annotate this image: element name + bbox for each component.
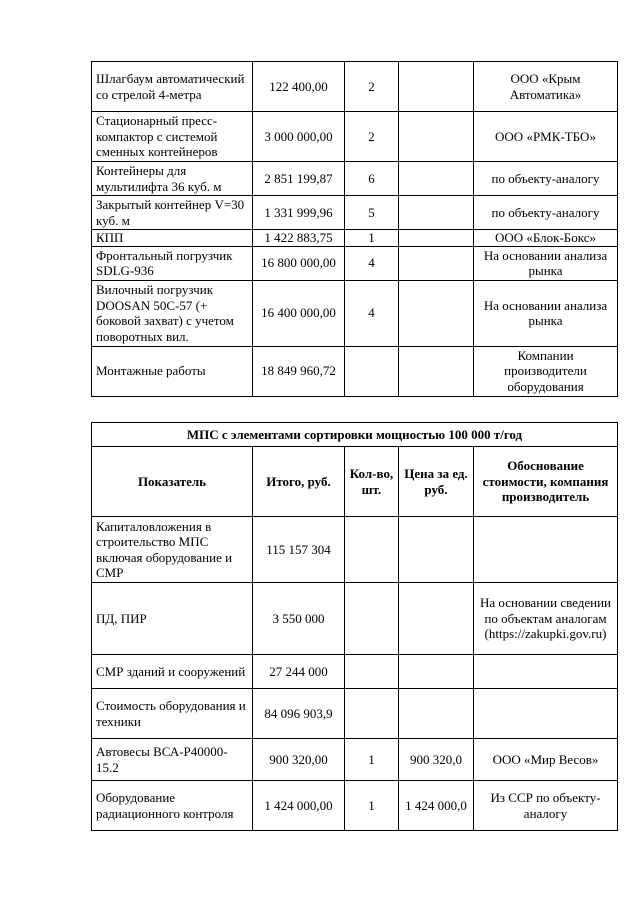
cell-qty: 4 [345, 246, 399, 280]
cell-qty: 1 [345, 230, 399, 247]
cell-unit-price [399, 162, 474, 196]
cell-qty [345, 346, 399, 396]
cell-unit-price: 900 320,0 [399, 739, 474, 781]
cell-name: Фронтальный погрузчик SDLG-936 [92, 246, 253, 280]
cell-name: Монтажные работы [92, 346, 253, 396]
cell-name: Стационарный пресс-компактор с системой сменных контейнеров [92, 112, 253, 162]
cell-name: Оборудование радиационного контроля [92, 781, 253, 831]
cell-unit-price [399, 62, 474, 112]
cell-unit-price [399, 230, 474, 247]
cell-name: Капиталовложения в строительство МПС включая оборудование и СМР [92, 517, 253, 583]
cell-qty: 2 [345, 62, 399, 112]
equipment-cost-table-body [92, 62, 618, 397]
table-row [92, 196, 618, 230]
cell-justification: ООО «Блок-Бокс» [474, 230, 618, 247]
cell-unit-price [399, 655, 474, 689]
cell-total: 3 000 000,00 [253, 112, 345, 162]
cell-total: 1 331 999,96 [253, 196, 345, 230]
header-qty: Кол-во, шт. [345, 447, 399, 517]
cell-qty [345, 689, 399, 739]
cell-justification: На основании анализа рынка [474, 280, 618, 346]
cell-qty: 1 [345, 739, 399, 781]
cell-name: ПД, ПИР [92, 583, 253, 655]
cell-justification: ООО «Крым Автоматика» [474, 62, 618, 112]
header-total: Итого, руб. [253, 447, 345, 517]
table-row [92, 739, 618, 781]
cell-name: КПП [92, 230, 253, 247]
table-row [92, 62, 618, 112]
cell-total: 27 244 000 [253, 655, 345, 689]
cell-unit-price [399, 280, 474, 346]
table-row [92, 583, 618, 655]
cell-total: 1 424 000,00 [253, 781, 345, 831]
cell-justification [474, 655, 618, 689]
table-row [92, 689, 618, 739]
table-row [92, 655, 618, 689]
cell-justification [474, 517, 618, 583]
cell-unit-price [399, 112, 474, 162]
cell-total: 84 096 903,9 [253, 689, 345, 739]
mps-cost-table [91, 422, 618, 831]
cell-unit-price [399, 583, 474, 655]
cell-justification: На основании анализа рынка [474, 246, 618, 280]
mps-cost-table-body [92, 517, 618, 831]
cell-justification [474, 689, 618, 739]
cell-name: Контейнеры для мультилифта 36 куб. м [92, 162, 253, 196]
cell-name: Закрытый контейнер V=30 куб. м [92, 196, 253, 230]
cell-total: 115 157 304 [253, 517, 345, 583]
cell-qty [345, 517, 399, 583]
cell-justification: Компании производители оборудования [474, 346, 618, 396]
cell-name: СМР зданий и сооружений [92, 655, 253, 689]
cell-total: 16 800 000,00 [253, 246, 345, 280]
cell-name: Шлагбаум автоматический со стрелой 4-метра [92, 62, 253, 112]
cell-total: 122 400,00 [253, 62, 345, 112]
cell-justification: Из ССР по объекту-аналогу [474, 781, 618, 831]
cell-total: 3 550 000 [253, 583, 345, 655]
cell-name: Стоимость оборудования и техники [92, 689, 253, 739]
cell-qty: 6 [345, 162, 399, 196]
equipment-cost-table [91, 61, 618, 397]
cell-total: 1 422 883,75 [253, 230, 345, 247]
cell-unit-price: 1 424 000,0 [399, 781, 474, 831]
cell-qty [345, 583, 399, 655]
cell-qty: 5 [345, 196, 399, 230]
table-row [92, 781, 618, 831]
cell-unit-price [399, 346, 474, 396]
cell-qty [345, 655, 399, 689]
cell-total: 900 320,00 [253, 739, 345, 781]
cell-qty: 2 [345, 112, 399, 162]
table-row [92, 112, 618, 162]
table-row [92, 246, 618, 280]
cell-justification: На основании сведении по объектам аналогам (https://zakupki.gov.ru) [474, 583, 618, 655]
table-row [92, 230, 618, 247]
header-justification: Обоснование стоимости, компания производитель [474, 447, 618, 517]
cell-justification: по объекту-аналогу [474, 196, 618, 230]
cell-total: 16 400 000,00 [253, 280, 345, 346]
cell-qty: 4 [345, 280, 399, 346]
table-title: МПС с элементами сортировки мощностью 100 000 т/год [92, 423, 618, 447]
cell-justification: ООО «Мир Весов» [474, 739, 618, 781]
cell-justification: по объекту-аналогу [474, 162, 618, 196]
table-row [92, 162, 618, 196]
cell-unit-price [399, 689, 474, 739]
table-row [92, 517, 618, 583]
cell-unit-price [399, 196, 474, 230]
table-row [92, 280, 618, 346]
cell-qty: 1 [345, 781, 399, 831]
table-row [92, 346, 618, 396]
cell-total: 2 851 199,87 [253, 162, 345, 196]
cell-total: 18 849 960,72 [253, 346, 345, 396]
cell-unit-price [399, 246, 474, 280]
header-indicator: Показатель [92, 447, 253, 517]
cell-unit-price [399, 517, 474, 583]
cell-name: Автовесы ВСА-Р40000-15.2 [92, 739, 253, 781]
cell-justification: ООО «РМК-ТБО» [474, 112, 618, 162]
header-unit-price: Цена за ед. руб. [399, 447, 474, 517]
cell-name: Вилочный погрузчик DOOSAN 50C-57 (+ боковой захват) с учетом поворотных вил. [92, 280, 253, 346]
